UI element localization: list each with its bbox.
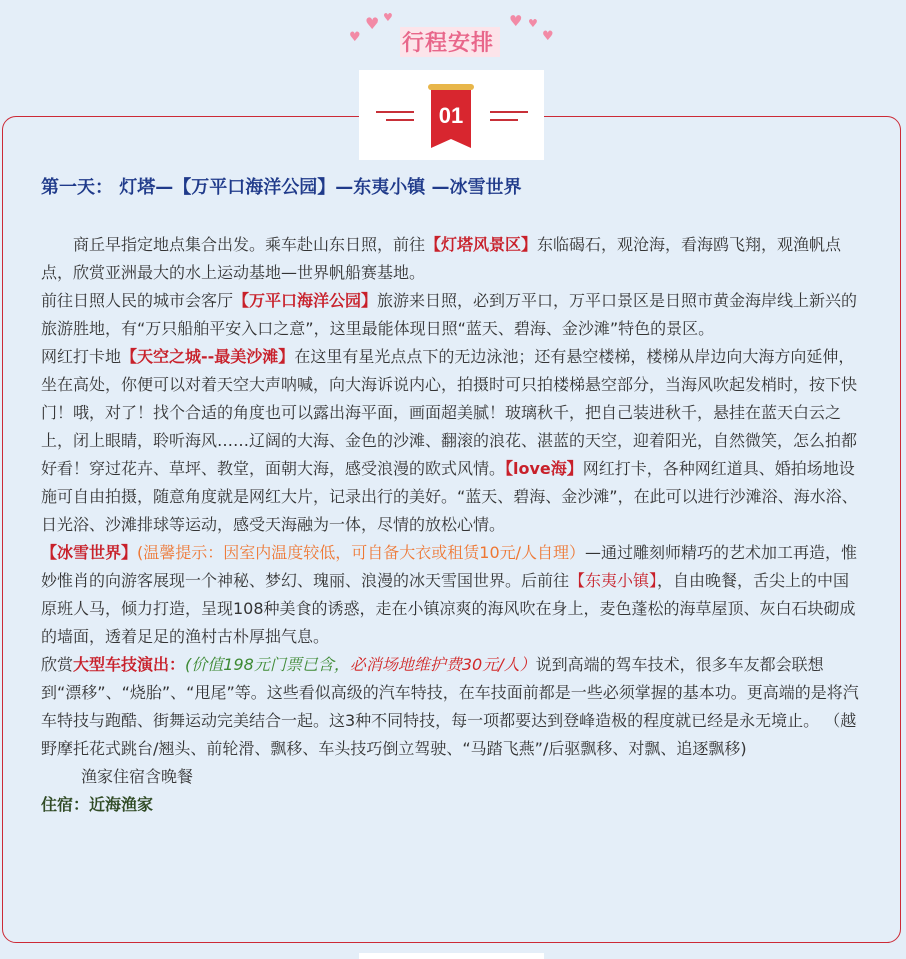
ribbon-rod [428,84,474,90]
heart-icon: ♥ [349,30,361,45]
highlight-car-show: 大型车技演出： [73,655,186,674]
highlight-ice-world: 【冰雪世界】 [41,543,138,562]
accommodation: 住宿：近海渔家 [41,795,154,814]
paragraph: 前往日照人民的城市会客厅【万平口海洋公园】旅游来日照，必到万平口，万平口景区是日照市黄金海岸线上新兴的旅游胜地，有“万只船舶平安入口之意”，这里最能体现日照“蓝天、碧海、金沙滩”特色的景区。 [41,291,858,338]
heart-icon: ♥ [365,14,380,33]
paragraph: 网红打卡地【天空之城--最美沙滩】在这里有星光点点下的无边泳池；还有悬空楼梯，楼梯从岸边向大海方向延伸，坐在高处，你便可以对着天空大声呐喊，向大海诉说内心，拍摄时可只拍楼梯悬空部分，当海风吹起发梢时，按下快门！哦，对了！找个合适的角度也可以露出海平面，画面超美腻！玻璃秋千，把自己装进秋千，悬挂在蓝天白云之上，闭上眼睛，聆听海风……辽阔的大海、金色的沙滩、翻滚的浪花、湛蓝的天空，迎着阳光，自然微笑，怎么拍都好看！穿过花卉、草坪、教堂，面朝大海，感受浪漫的欧式风情。【love海】网红打卡，各种网红道具、婚拍场地设施可自由拍摄，随意角度就是网红大片，记录出行的美好。“蓝天、碧海、金沙滩”，在此可以进行沙滩浴、海水浴、日光浴、沙滩排球等运动，感受天海融为一体，尽情的放松心情。 [41,347,858,534]
highlight-dongyi-town: 【东夷小镇】 [569,571,658,590]
next-badge-top [359,953,544,959]
paragraph: 【冰雪世界】(温馨提示：因室内温度较低，可自备大衣或租赁10元/人自理）—通过雕刻师精巧的艺术加工再造，惟妙惟肖的向游客展现一个神秘、梦幻、瑰丽、浪漫的冰天雪国世界。后前往【东夷小镇】，自由晚餐，舌尖上的中国原班人马，倾力打造，呈现108种美食的诱惑，走在小镇凉爽的海风吹在身上，麦色蓬松的海草屋顶、灰白石块砌成的墙面，透着足足的渔村古朴厚拙气息。 [41,543,858,646]
heart-icon: ♥ [509,12,523,30]
heart-icon: ♥ [383,11,393,24]
badge-divider-right [490,119,518,121]
section-title: 行程安排 [402,31,495,56]
badge-divider-right [490,111,528,113]
warm-tip: (温馨提示：因室内温度较低，可自备大衣或租赁10元/人自理） [137,543,586,562]
badge-divider-left [376,111,414,113]
itinerary-content [41,231,863,819]
dinner-note: 渔家住宿含晚餐 [81,767,194,786]
day-title: 第一天： 灯塔—【万平口海洋公园】—东夷小镇 —冰雪世界 [41,177,522,198]
paragraph: 商丘早指定地点集合出发。乘车赴山东日照，前往【灯塔风景区】东临碣石，观沧海，看海鸥飞翔，观渔帆点点，欣赏亚洲最大的水上运动基地—世界帆船赛基地。 [41,235,842,282]
fee-note: 必消场地维护费30元/人） [349,655,536,674]
badge-divider-left [386,119,414,121]
section-header [0,0,906,70]
paragraph: 欣赏大型车技演出：(价值198元门票已含，必消场地维护费30元/人）说到高端的驾车技术，很多车友都会联想到“漂移”、“烧胎”、“甩尾”等。这些看似高级的汽车特技，在车技面前都是一些必须掌握的基本功。更高端的是将汽车特技与跑酷、街舞运动完美结合一起。这3种不同特技，每一项都要达到登峰造极的程度就已经是永无境止。 （越野摩托花式跳台/翘头、前轮滑、飘移、车头技巧倒立驾驶、“马踏飞燕”/后驱飘移、对飘、追逐飘移) [41,655,859,758]
heart-icon: ♥ [542,29,554,44]
heart-icon: ♥ [528,17,538,30]
highlight-love-sea: 【love海】 [505,459,583,478]
day-number: 01 [438,103,464,128]
highlight-lighthouse: 【灯塔风景区】 [425,235,538,254]
highlight-wanpingkou: 【万平口海洋公园】 [233,291,378,310]
highlight-sky-city: 【天空之城--最美沙滩】 [121,347,295,366]
ticket-note: (价值198元门票已含， [185,655,350,674]
